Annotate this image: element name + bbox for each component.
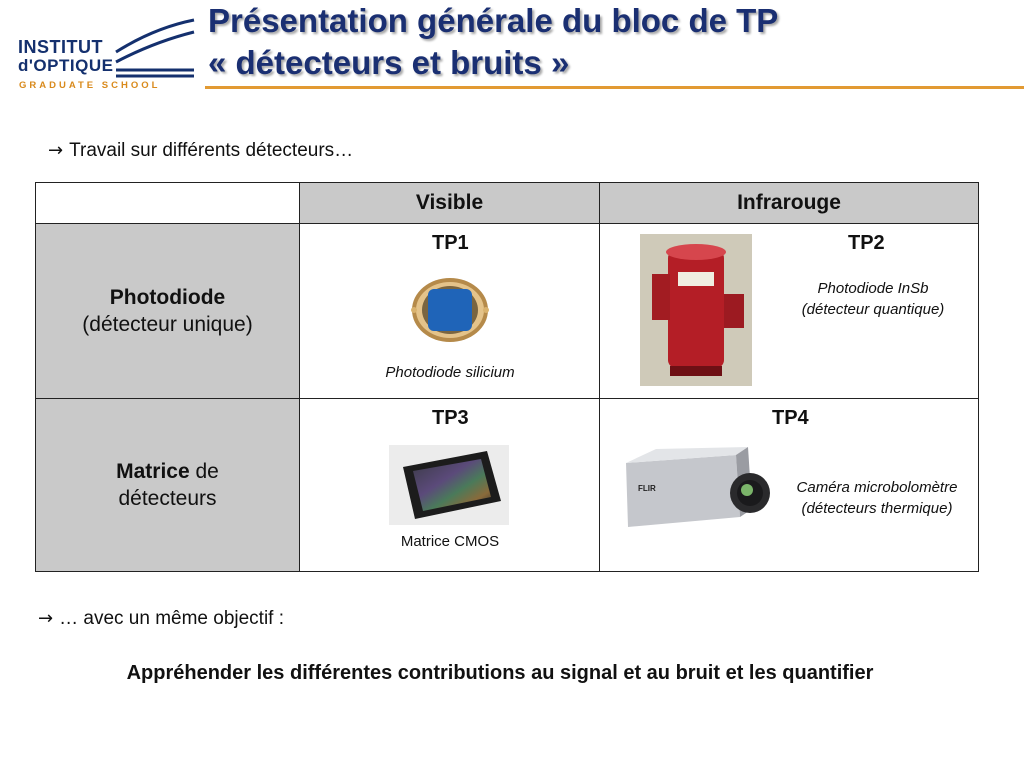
tp4-caption bbox=[782, 477, 972, 519]
detector-table bbox=[35, 182, 979, 572]
slide-title bbox=[208, 0, 1008, 84]
tp3-label: TP3 bbox=[432, 407, 469, 429]
outro-text: … avec un même objectif : bbox=[59, 608, 285, 629]
title-rule bbox=[205, 86, 1024, 89]
tp3-caption: Matrice CMOS bbox=[400, 533, 500, 550]
logo-text-optique: d'OPTIQUE bbox=[18, 56, 114, 75]
outro-bullet bbox=[38, 608, 284, 630]
institut-optique-logo bbox=[18, 12, 193, 92]
microbolometer-camera-image bbox=[616, 447, 772, 535]
header-visible: Visible bbox=[300, 183, 600, 224]
row-label-photodiode-bold: Photodiode bbox=[109, 286, 226, 309]
camera-brand-text: FLIR bbox=[638, 484, 656, 493]
cell-tp2 bbox=[600, 224, 978, 399]
cmos-matrix-image bbox=[389, 445, 509, 525]
row-label-matrice-rest: détecteurs bbox=[118, 487, 217, 510]
row-label-matrice-bold: Matrice bbox=[116, 460, 190, 483]
tp2-label: TP2 bbox=[848, 232, 885, 254]
intro-text: Travail sur différents détecteurs… bbox=[69, 140, 354, 161]
tp2-caption-line2: (détecteur quantique) bbox=[801, 301, 945, 318]
table-corner-cell bbox=[36, 183, 300, 224]
logo-swoosh-icon bbox=[114, 18, 196, 88]
arrow-right-icon: → bbox=[48, 140, 64, 161]
row-label-matrice bbox=[36, 399, 300, 571]
tp1-label: TP1 bbox=[432, 232, 469, 254]
cell-tp1 bbox=[300, 224, 600, 399]
tp4-caption-line2: (détecteurs thermique) bbox=[801, 500, 953, 517]
tp1-caption: Photodiode silicium bbox=[385, 364, 515, 381]
tp2-caption bbox=[768, 278, 978, 320]
header-infrarouge: Infrarouge bbox=[600, 183, 978, 224]
silicon-photodiode-image bbox=[408, 274, 492, 344]
slide-title-line1: Présentation générale du bloc de TP bbox=[208, 2, 779, 39]
row-label-photodiode-rest: (détecteur unique) bbox=[82, 313, 253, 336]
cell-tp4 bbox=[600, 399, 978, 571]
arrow-right-icon: → bbox=[38, 608, 54, 629]
tp4-caption-line1: Caméra microbolomètre bbox=[796, 479, 958, 496]
row-label-matrice-de: de bbox=[189, 460, 219, 483]
insb-photodiode-image bbox=[640, 234, 752, 386]
row-label-photodiode bbox=[36, 224, 300, 399]
cell-tp3 bbox=[300, 399, 600, 571]
tp2-caption-line1: Photodiode InSb bbox=[817, 280, 929, 297]
tp4-label: TP4 bbox=[772, 407, 809, 429]
logo-text-graduate: GRADUATE SCHOOL bbox=[19, 80, 161, 91]
conclusion-text: Appréhender les différentes contributions au signal et au bruit et les quantifier bbox=[126, 662, 874, 684]
intro-bullet bbox=[48, 140, 353, 162]
slide-title-line2: « détecteurs et bruits » bbox=[208, 44, 570, 81]
logo-text-institut: INSTITUT bbox=[18, 37, 103, 57]
